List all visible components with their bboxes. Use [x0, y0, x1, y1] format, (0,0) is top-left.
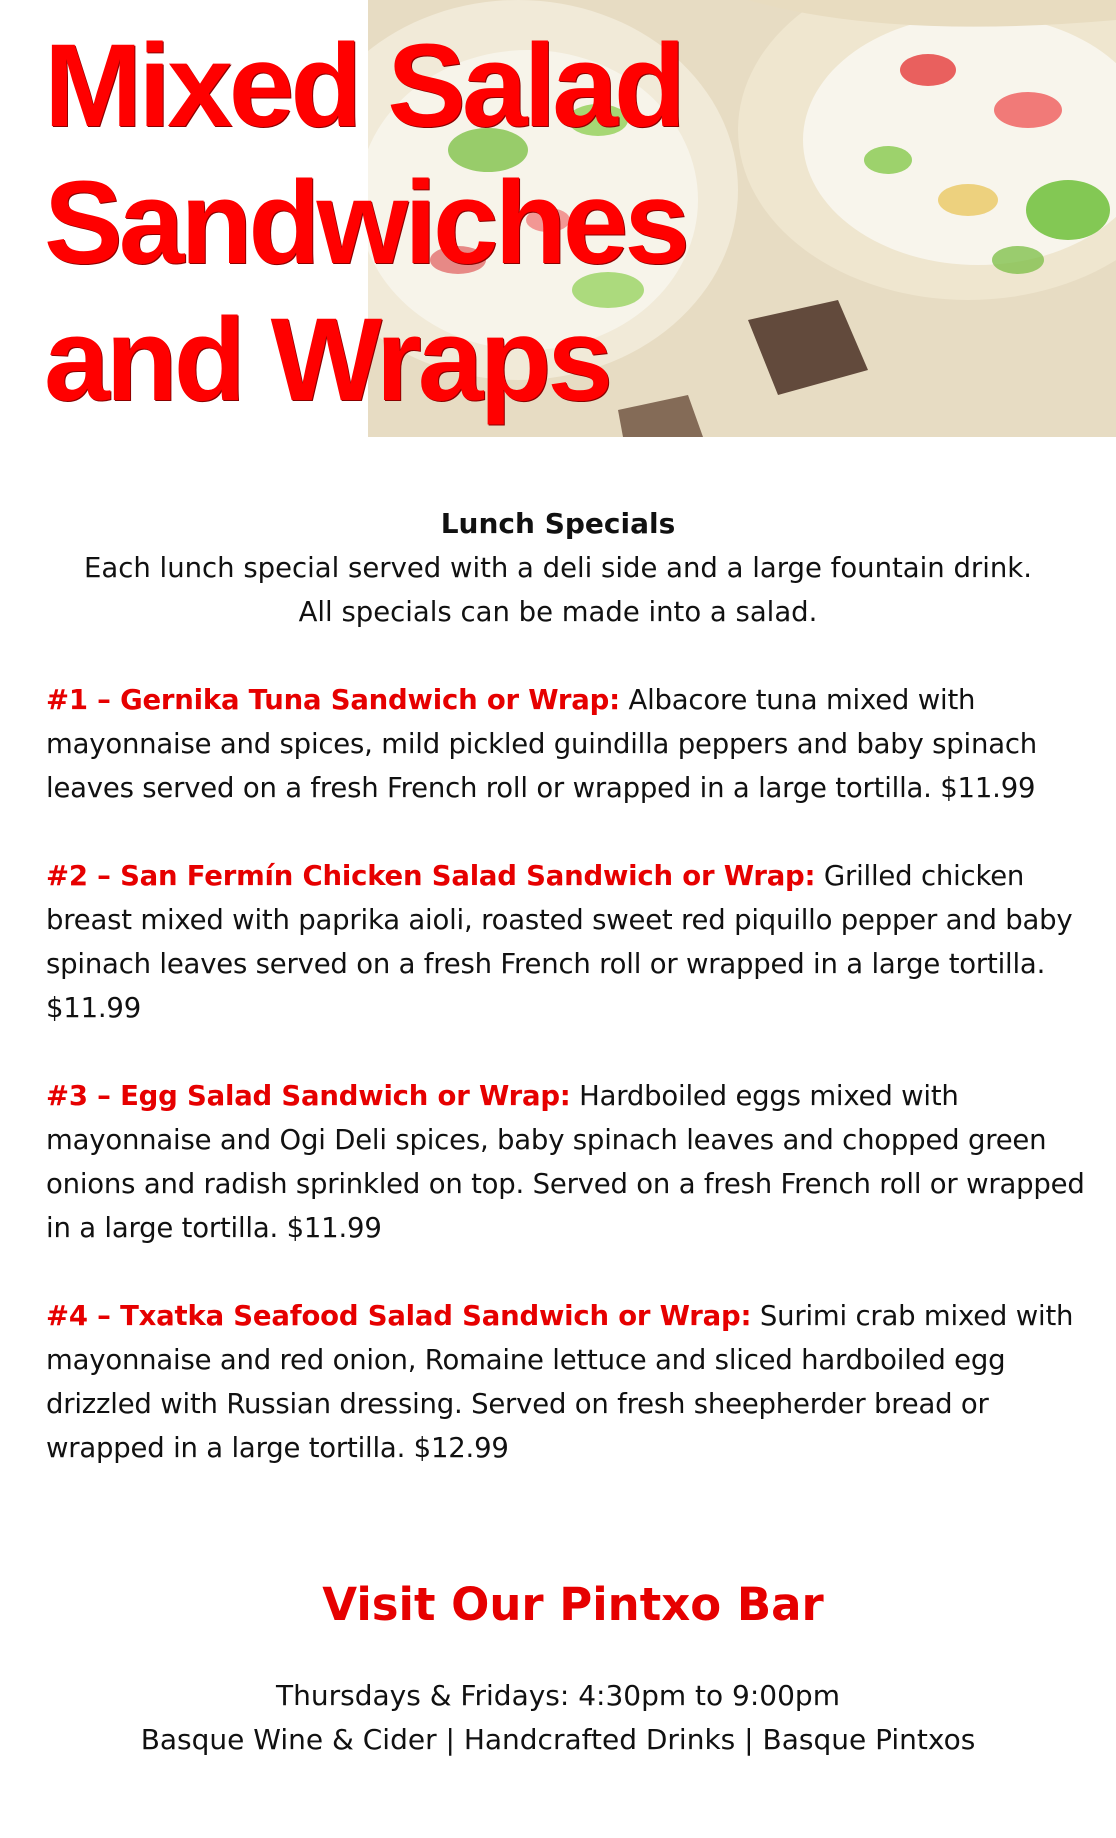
title-line-3: and Wraps	[44, 294, 610, 426]
special-description: Hardboiled eggs mixed with mayonnaise and Ogi Deli spices, baby spinach leaves and chopped green onions and radish sprinkled on top. Served on a fresh French roll or wrapped in a large tortilla.	[46, 1080, 1085, 1244]
special-description: Grilled chicken breast mixed with paprika aioli, roasted sweet red piquillo pepper and baby spinach leaves served on a fresh French roll or wrapped in a large tortilla.	[46, 860, 1073, 980]
footer-title: Visit Our Pintxo Bar	[322, 1578, 824, 1631]
title-line-1: Mixed Salad	[44, 20, 683, 152]
lunch-specials-intro	[38, 502, 1078, 634]
special-description: Surimi crab mixed with mayonnaise and red onion, Romaine lettuce and sliced hardboiled egg drizzled with Russian dressing. Served on fresh sheepherder bread or wrapped in a large tortilla.	[46, 1300, 1074, 1464]
intro-line-1: Each lunch special served with a deli side and a large fountain drink.	[84, 552, 1032, 584]
special-name: #4 – Txatka Seafood Salad Sandwich or Wrap:	[46, 1300, 752, 1332]
hero-banner	[0, 0, 1116, 437]
footer-offerings: Basque Wine & Cider | Handcrafted Drinks | Basque Pintxos	[140, 1723, 976, 1756]
intro-line-2: All specials can be made into a salad.	[298, 596, 818, 628]
footer-hours: Thursdays & Fridays: 4:30pm to 9:00pm	[276, 1679, 840, 1712]
special-price: $12.99	[413, 1432, 509, 1464]
page-title	[44, 18, 686, 429]
special-name: #2 – San Fermín Chicken Salad Sandwich or Wrap:	[46, 860, 816, 892]
special-description: Albacore tuna mixed with mayonnaise and spices, mild pickled guindilla peppers and baby spinach leaves served on a fresh French roll or wrapped in a large tortilla.	[46, 684, 1038, 804]
title-line-2: Sandwiches	[44, 157, 687, 289]
section-heading: Lunch Specials	[440, 507, 676, 540]
special-price: $11.99	[286, 1212, 382, 1244]
special-item-2	[46, 854, 1086, 1030]
menu-content	[46, 502, 1086, 1470]
special-item-4	[46, 1294, 1086, 1470]
special-price: $11.99	[940, 772, 1036, 804]
special-item-3	[46, 1074, 1086, 1250]
pintxo-bar-footer	[0, 1570, 1116, 1762]
special-name: #3 – Egg Salad Sandwich or Wrap:	[46, 1080, 571, 1112]
special-item-1	[46, 678, 1086, 810]
special-price: $11.99	[46, 992, 142, 1024]
special-name: #1 – Gernika Tuna Sandwich or Wrap:	[46, 684, 620, 716]
